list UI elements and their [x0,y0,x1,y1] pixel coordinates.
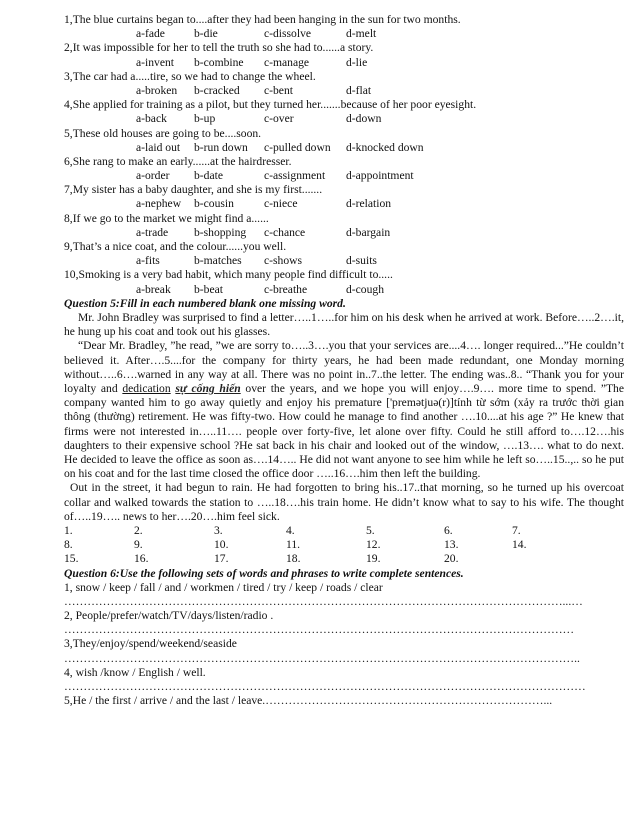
answer-number: 17. [214,552,229,566]
option-d: d-flat [346,83,372,97]
option-b: b-cousin [194,197,234,211]
answer-number: 15. [64,552,79,566]
sentence-prompt: 1, snow / keep / fall / and / workmen / tired / try / keep / roads / clear [64,580,383,594]
answer-number-row [64,552,624,566]
passage-paragraph-3: Out in the street, it had begun to rain. He had forgotten to bring his..17..that morning, so he turned up his overcoat collar and walked towards the station to …..18….his train home. He didn’t know what to say to his wife. The thought of…..19….. news to her….20….him feel sick. [64,481,624,523]
answer-number: 7. [512,523,521,537]
option-b: b-up [194,112,216,126]
answer-number: 13. [444,538,459,552]
mcq-item [64,127,624,155]
question-6-section [64,567,624,709]
answer-line: …………………………………………………………………………………………………………………….. [64,651,580,665]
answer-number-row [64,538,624,552]
answer-number: 2. [134,523,143,537]
option-d: d-suits [346,254,377,268]
mcq-question: 10,Smoking is a very bad habit, which many people find difficult to..... [64,268,393,282]
option-a: a-broken [136,83,178,97]
option-b: b-die [194,27,218,41]
option-a: a-invent [136,55,174,69]
answer-numbers [64,524,624,567]
passage-paragraph-2 [64,339,624,481]
option-b: b-beat [194,282,223,296]
mcq-item [64,268,624,296]
answer-number-row [64,524,624,538]
option-a: a-laid out [136,140,181,154]
option-d: d-bargain [346,225,391,239]
option-c: c-pulled down [264,140,331,154]
mcq-item [64,41,624,69]
mcq-item [64,183,624,211]
option-b: b-date [194,169,223,183]
option-b: b-cracked [194,83,240,97]
mcq-question: 9,That’s a nice coat, and the colour......you well. [64,240,287,253]
answer-number: 10. [214,538,229,552]
mcq-options [64,226,624,240]
answer-number: 6. [444,523,453,537]
option-c: c-manage [264,55,310,69]
answer-number: 1. [64,523,73,537]
option-d: d-cough [346,282,384,296]
answer-number: 20. [444,552,459,566]
option-c: c-chance [264,225,306,239]
answer-line: ……………………………………………………………………………………………………………………… [64,680,586,694]
answer-number: 18. [286,552,301,566]
option-d: d-knocked down [346,140,424,154]
mcq-item [64,98,624,126]
mcq-options [64,254,624,268]
sentence-prompt: 2, People/prefer/watch/TV/days/listen/radio . [64,609,274,623]
passage-text: over the years, and we hope you will enjoy….9…. more time to spend. ”The company wanted him to go away quietly and enjoy his premature [64,381,624,410]
option-c: c-over [264,112,294,126]
question-6-heading: Question 6:Use the following sets of words and phrases to write complete sentences. [64,566,464,580]
question-5-heading: Question 5:Fill in each numbered blank one missing word. [64,296,346,310]
answer-number: 11. [286,538,301,552]
option-a: a-nephew [136,197,182,211]
mcq-item [64,13,624,41]
option-a: a-break [136,282,171,296]
answer-number: 5. [366,523,375,537]
option-b: b-shopping [194,225,247,239]
option-a: a-fade [136,27,165,41]
answer-number: 16. [134,552,149,566]
mcq-item [64,70,624,98]
pronunciation-note: ['premətjuə(r)]tính từ sớm (xảy ra trước thời gian thông (thường) retirement [64,396,624,424]
mcq-options [64,197,624,211]
answer-number: 4. [286,523,295,537]
passage-paragraph-1: Mr. John Bradley was surprised to find a letter…..1…..for him on his desk when he arrived at work. Before…..2….it, he hung up his coat and took out his glasses. [64,310,624,339]
mcq-question: 2,It was impossible for her to tell the truth so she had to......a story. [64,41,374,55]
mcq-options [64,84,624,98]
vietnamese-gloss: sự cống hiến [175,381,241,395]
answer-number: 8. [64,538,73,552]
mcq-options [64,56,624,70]
option-b: b-matches [194,254,242,268]
option-d: d-lie [346,55,368,69]
mcq-options [64,141,624,155]
answer-line: …………………………………………………………………………………………………………………… [64,623,575,637]
option-c: c-assignment [264,169,326,183]
answer-number: 14. [512,538,527,552]
mcq-item [64,155,624,183]
mcq-question: 8,If we go to the market we might find a...... [64,211,269,225]
option-a: a-trade [136,225,169,239]
answer-number: 9. [134,538,143,552]
mcq-section [64,13,624,297]
mcq-question: 6,She rang to make an early......at the hairdresser. [64,154,292,168]
sentence-prompt-with-answer-line: 5,He / the first / arrive / and the last / leave.………………………………………………………………... [64,694,553,708]
option-c: c-niece [264,197,298,211]
mcq-question: 1,The blue curtains began to....after they had been hanging in the sun for two months. [64,13,461,26]
option-a: a-back [136,112,167,126]
option-b: b-combine [194,55,244,69]
option-a: a-order [136,169,170,183]
option-d: d-appointment [346,169,414,183]
mcq-question: 4,She applied for training as a pilot, but they turned her.......because of her poor eyesight. [64,98,477,112]
mcq-item [64,240,624,268]
option-d: d-melt [346,27,377,41]
option-d: d-down [346,112,382,126]
answer-line: …………………………………………………………………………………………………………………...… [64,594,583,608]
mcq-question: 5,These old houses are going to be....soon. [64,126,262,140]
sentence-prompt: 4, wish /know / English / well. [64,665,206,679]
answer-number: 12. [366,538,381,552]
mcq-options [64,283,624,297]
sentence-prompt: 3,They/enjoy/spend/weekend/seaside [64,637,237,651]
option-c: c-dissolve [264,27,312,41]
answer-number: 19. [366,552,381,566]
option-c: c-shows [264,254,302,268]
question-5-section [64,297,624,567]
option-c: c-bent [264,83,293,97]
mcq-options [64,27,624,41]
mcq-options [64,169,624,183]
option-a: a-fits [136,254,160,268]
worksheet-content [64,13,624,708]
passage-text: . He was fifty-two. How could he manage to find another ….10....at his age ?” He knew that firms were not interested in…..11…. people over forty-five, let alone over fifty. Could he still afford to….12….his daughters to their expensive school ?He sat back in his chair and looked out of the window, ….13…. what to do next. He decided to leave the office as soon as….14….. He did not want anyone to see him while he left so…..15..,.. so he put on his coat and for the last time closed the office door …..16….him then left the building. [64,410,624,481]
option-b: b-run down [194,140,248,154]
passage-text: “Dear Mr. Bradley, ”he read, ”we are sorry to…..3….you that your services are....4…. longer required...”He couldn’t believed it. After….5....for the company for thirty years, he had been made redundant, one Monday morning without…..6….warned in any way at all. There was no point in..7..the letter. The ending was..8.. “Thank you for your loyalty and [64,339,624,395]
mcq-item [64,212,624,240]
mcq-options [64,112,624,126]
option-c: c-breathe [264,282,308,296]
mcq-question: 7,My sister has a baby daughter, and she is my first....... [64,183,323,197]
option-d: d-relation [346,197,392,211]
mcq-question: 3,The car had a.....tire, so we had to change the wheel. [64,69,316,83]
answer-number: 3. [214,523,223,537]
underlined-word: dedication [122,381,171,395]
